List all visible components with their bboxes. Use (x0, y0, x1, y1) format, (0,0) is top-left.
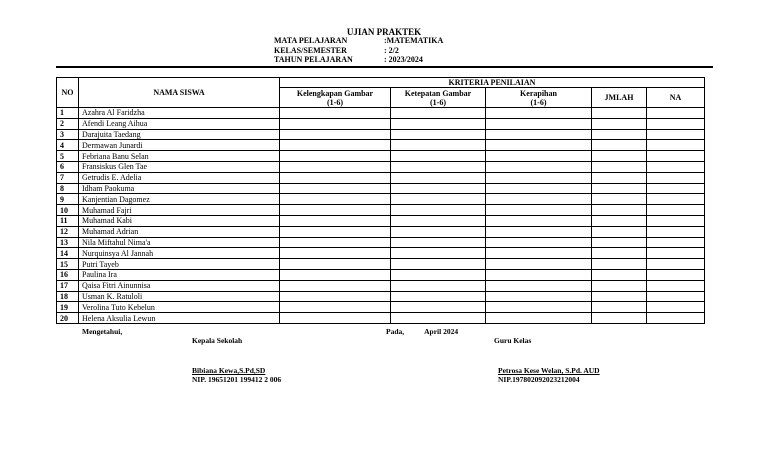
column-header-name: NAMA SISWA (79, 78, 280, 108)
header-value: : 2023/2024 (384, 55, 423, 65)
score-cell-final (647, 313, 705, 324)
table-row (57, 140, 705, 151)
column-header-criterion-neatness (486, 88, 592, 108)
header-row-year (274, 55, 443, 65)
score-cell-total (592, 302, 647, 313)
score-table (56, 77, 705, 324)
score-cell-accuracy (391, 172, 486, 183)
row-number: 17 (57, 280, 79, 291)
score-cell-total (592, 108, 647, 119)
principal-nip: NIP. 19651201 199412 2 006 (192, 375, 282, 384)
score-cell-total (592, 248, 647, 259)
table-row (57, 129, 705, 140)
score-cell-completeness (280, 302, 391, 313)
score-cell-neatness (486, 248, 592, 259)
student-name: Nurquinsya Al Jannah (79, 248, 280, 259)
table-row (57, 291, 705, 302)
score-cell-final (647, 280, 705, 291)
header-divider (56, 66, 713, 68)
table-row (57, 280, 705, 291)
score-cell-final (647, 129, 705, 140)
score-cell-accuracy (391, 302, 486, 313)
header-value: :MATEMATIKA (384, 36, 444, 45)
table-row (57, 151, 705, 162)
score-cell-completeness (280, 161, 391, 172)
score-cell-neatness (486, 161, 592, 172)
student-name: Helena Aksulia Lewun (79, 313, 280, 324)
header-row-subject (274, 36, 443, 46)
score-cell-final (647, 269, 705, 280)
table-row (57, 302, 705, 313)
score-cell-accuracy (391, 108, 486, 119)
score-cell-accuracy (391, 259, 486, 270)
score-cell-final (647, 172, 705, 183)
score-cell-final (647, 194, 705, 205)
score-cell-neatness (486, 237, 592, 248)
table-row (57, 226, 705, 237)
table-row (57, 194, 705, 205)
row-number: 14 (57, 248, 79, 259)
column-header-criterion-accuracy (391, 88, 486, 108)
student-name: Usman K. Ratuloli (79, 291, 280, 302)
criterion-range: (1-6) (327, 97, 343, 107)
principal-title: Kepala Sekolah (192, 336, 243, 345)
header-row-class (274, 46, 443, 56)
score-cell-neatness (486, 215, 592, 226)
score-cell-final (647, 237, 705, 248)
score-cell-completeness (280, 129, 391, 140)
score-cell-completeness (280, 140, 391, 151)
table-row (57, 237, 705, 248)
score-cell-total (592, 215, 647, 226)
score-cell-final (647, 118, 705, 129)
score-cell-neatness (486, 291, 592, 302)
score-cell-neatness (486, 269, 592, 280)
score-cell-neatness (486, 118, 592, 129)
score-cell-total (592, 129, 647, 140)
score-cell-completeness (280, 226, 391, 237)
row-number: 19 (57, 302, 79, 313)
row-number: 4 (57, 140, 79, 151)
row-number: 3 (57, 129, 79, 140)
score-cell-neatness (486, 313, 592, 324)
row-number: 8 (57, 183, 79, 194)
table-row (57, 108, 705, 119)
score-cell-accuracy (391, 237, 486, 248)
column-header-no: NO (57, 78, 79, 108)
table-row (57, 215, 705, 226)
score-cell-accuracy (391, 313, 486, 324)
row-number: 2 (57, 118, 79, 129)
score-cell-accuracy (391, 269, 486, 280)
student-name: Muhamad Fajri (79, 205, 280, 216)
criterion-label: Kelengkapan Gambar (296, 88, 374, 98)
header-label: MATA PELAJARAN (274, 36, 348, 45)
criterion-label: Ketepatan Gambar (404, 88, 472, 98)
score-cell-accuracy (391, 291, 486, 302)
score-cell-completeness (280, 172, 391, 183)
score-cell-accuracy (391, 129, 486, 140)
score-cell-total (592, 151, 647, 162)
score-cell-final (647, 248, 705, 259)
criterion-label: Kerapihan (520, 88, 557, 98)
score-cell-neatness (486, 108, 592, 119)
row-number: 11 (57, 215, 79, 226)
student-name: Idham Paokuma (79, 183, 280, 194)
place-date (386, 327, 458, 336)
exam-title: UJIAN PRAKTEK (346, 27, 422, 37)
student-name: Muhamad Kabi (79, 215, 280, 226)
score-cell-final (647, 140, 705, 151)
student-name: Febriana Banu Selan (79, 151, 280, 162)
score-cell-total (592, 118, 647, 129)
score-cell-completeness (280, 194, 391, 205)
score-cell-total (592, 291, 647, 302)
score-cell-completeness (280, 215, 391, 226)
score-cell-neatness (486, 151, 592, 162)
student-name: Afendi Leang Aihua (79, 118, 280, 129)
student-name: Fransiskus Glen Tae (79, 161, 280, 172)
column-header-criteria: KRITERIA PENILAIAN (280, 78, 705, 88)
row-number: 1 (57, 108, 79, 119)
score-cell-completeness (280, 248, 391, 259)
row-number: 12 (57, 226, 79, 237)
score-cell-total (592, 172, 647, 183)
score-cell-neatness (486, 302, 592, 313)
score-cell-neatness (486, 140, 592, 151)
score-cell-total (592, 313, 647, 324)
place-date-prefix: Pada, (386, 327, 405, 336)
table-row (57, 161, 705, 172)
student-name: Dermawan Junardi (79, 140, 280, 151)
score-cell-neatness (486, 172, 592, 183)
score-cell-total (592, 237, 647, 248)
teacher-title: Guru Kelas (494, 336, 532, 345)
score-cell-total (592, 183, 647, 194)
score-cell-final (647, 151, 705, 162)
header-label: TAHUN PELAJARAN (274, 55, 353, 65)
student-name: Verolina Tuto Kebelun (79, 302, 280, 313)
table-row (57, 172, 705, 183)
row-number: 18 (57, 291, 79, 302)
row-number: 16 (57, 269, 79, 280)
score-cell-accuracy (391, 161, 486, 172)
header-label: KELAS/SEMESTER (274, 45, 347, 55)
row-number: 5 (57, 151, 79, 162)
score-cell-completeness (280, 183, 391, 194)
teacher-name: Petrosa Kese Welan, S.Pd. AUD (498, 366, 600, 375)
score-cell-final (647, 205, 705, 216)
student-name: Nila Miftahul Nima'a (79, 237, 280, 248)
score-cell-total (592, 194, 647, 205)
score-cell-final (647, 226, 705, 237)
student-name: Putri Tayeb (79, 259, 280, 270)
row-number: 20 (57, 313, 79, 324)
score-cell-completeness (280, 313, 391, 324)
criterion-range: (1-6) (530, 97, 547, 107)
row-number: 15 (57, 259, 79, 270)
score-cell-completeness (280, 151, 391, 162)
score-cell-final (647, 161, 705, 172)
score-cell-accuracy (391, 140, 486, 151)
score-cell-completeness (280, 259, 391, 270)
score-cell-final (647, 291, 705, 302)
principal-name: Bibiana Kewa,S.Pd,SD (192, 366, 266, 375)
score-cell-neatness (486, 194, 592, 205)
score-cell-accuracy (391, 215, 486, 226)
score-cell-neatness (486, 226, 592, 237)
score-cell-neatness (486, 183, 592, 194)
student-name: Muhamad Adrian (79, 226, 280, 237)
table-row (57, 118, 705, 129)
column-header-total: JMLAH (592, 88, 647, 108)
score-cell-neatness (486, 205, 592, 216)
row-number: 7 (57, 172, 79, 183)
score-cell-final (647, 183, 705, 194)
table-row (57, 313, 705, 324)
table-row (57, 248, 705, 259)
header-info (274, 36, 443, 65)
score-cell-total (592, 140, 647, 151)
score-cell-neatness (486, 129, 592, 140)
score-cell-accuracy (391, 118, 486, 129)
score-cell-total (592, 226, 647, 237)
score-cell-completeness (280, 291, 391, 302)
header-value: : 2/2 (384, 45, 399, 55)
table-row (57, 269, 705, 280)
score-cell-accuracy (391, 280, 486, 291)
score-cell-accuracy (391, 194, 486, 205)
student-name: Kanjentian Dagomez (79, 194, 280, 205)
score-cell-total (592, 269, 647, 280)
score-cell-completeness (280, 280, 391, 291)
acknowledge-label: Mengetahui, (82, 327, 123, 336)
row-number: 9 (57, 194, 79, 205)
student-name: Azahra Al Faridzha (79, 108, 280, 119)
score-cell-completeness (280, 269, 391, 280)
score-cell-final (647, 302, 705, 313)
score-cell-total (592, 161, 647, 172)
score-cell-completeness (280, 108, 391, 119)
table-row (57, 183, 705, 194)
score-cell-completeness (280, 118, 391, 129)
score-cell-accuracy (391, 205, 486, 216)
score-cell-final (647, 215, 705, 226)
score-cell-total (592, 259, 647, 270)
row-number: 10 (57, 205, 79, 216)
score-cell-neatness (486, 259, 592, 270)
score-cell-accuracy (391, 226, 486, 237)
row-number: 6 (57, 161, 79, 172)
score-cell-final (647, 108, 705, 119)
table-row (57, 205, 705, 216)
score-cell-completeness (280, 205, 391, 216)
score-cell-total (592, 280, 647, 291)
score-cell-accuracy (391, 248, 486, 259)
teacher-nip: NIP.197802092023212004 (498, 375, 580, 384)
table-row (57, 259, 705, 270)
criterion-range: (1-6) (430, 97, 446, 107)
score-cell-accuracy (391, 183, 486, 194)
student-name: Paulina Ira (79, 269, 280, 280)
place-date-value: April 2024 (424, 327, 459, 336)
student-name: Getrudis E. Adelia (79, 172, 280, 183)
score-cell-neatness (486, 280, 592, 291)
score-cell-completeness (280, 237, 391, 248)
row-number: 13 (57, 237, 79, 248)
column-header-score: NA (647, 88, 705, 108)
student-name: Darajuita Taedang (79, 129, 280, 140)
student-name: Qaisa Fitri Ainunnisa (79, 280, 280, 291)
column-header-criterion-completeness (280, 88, 391, 108)
score-cell-accuracy (391, 151, 486, 162)
score-cell-total (592, 205, 647, 216)
score-cell-final (647, 259, 705, 270)
